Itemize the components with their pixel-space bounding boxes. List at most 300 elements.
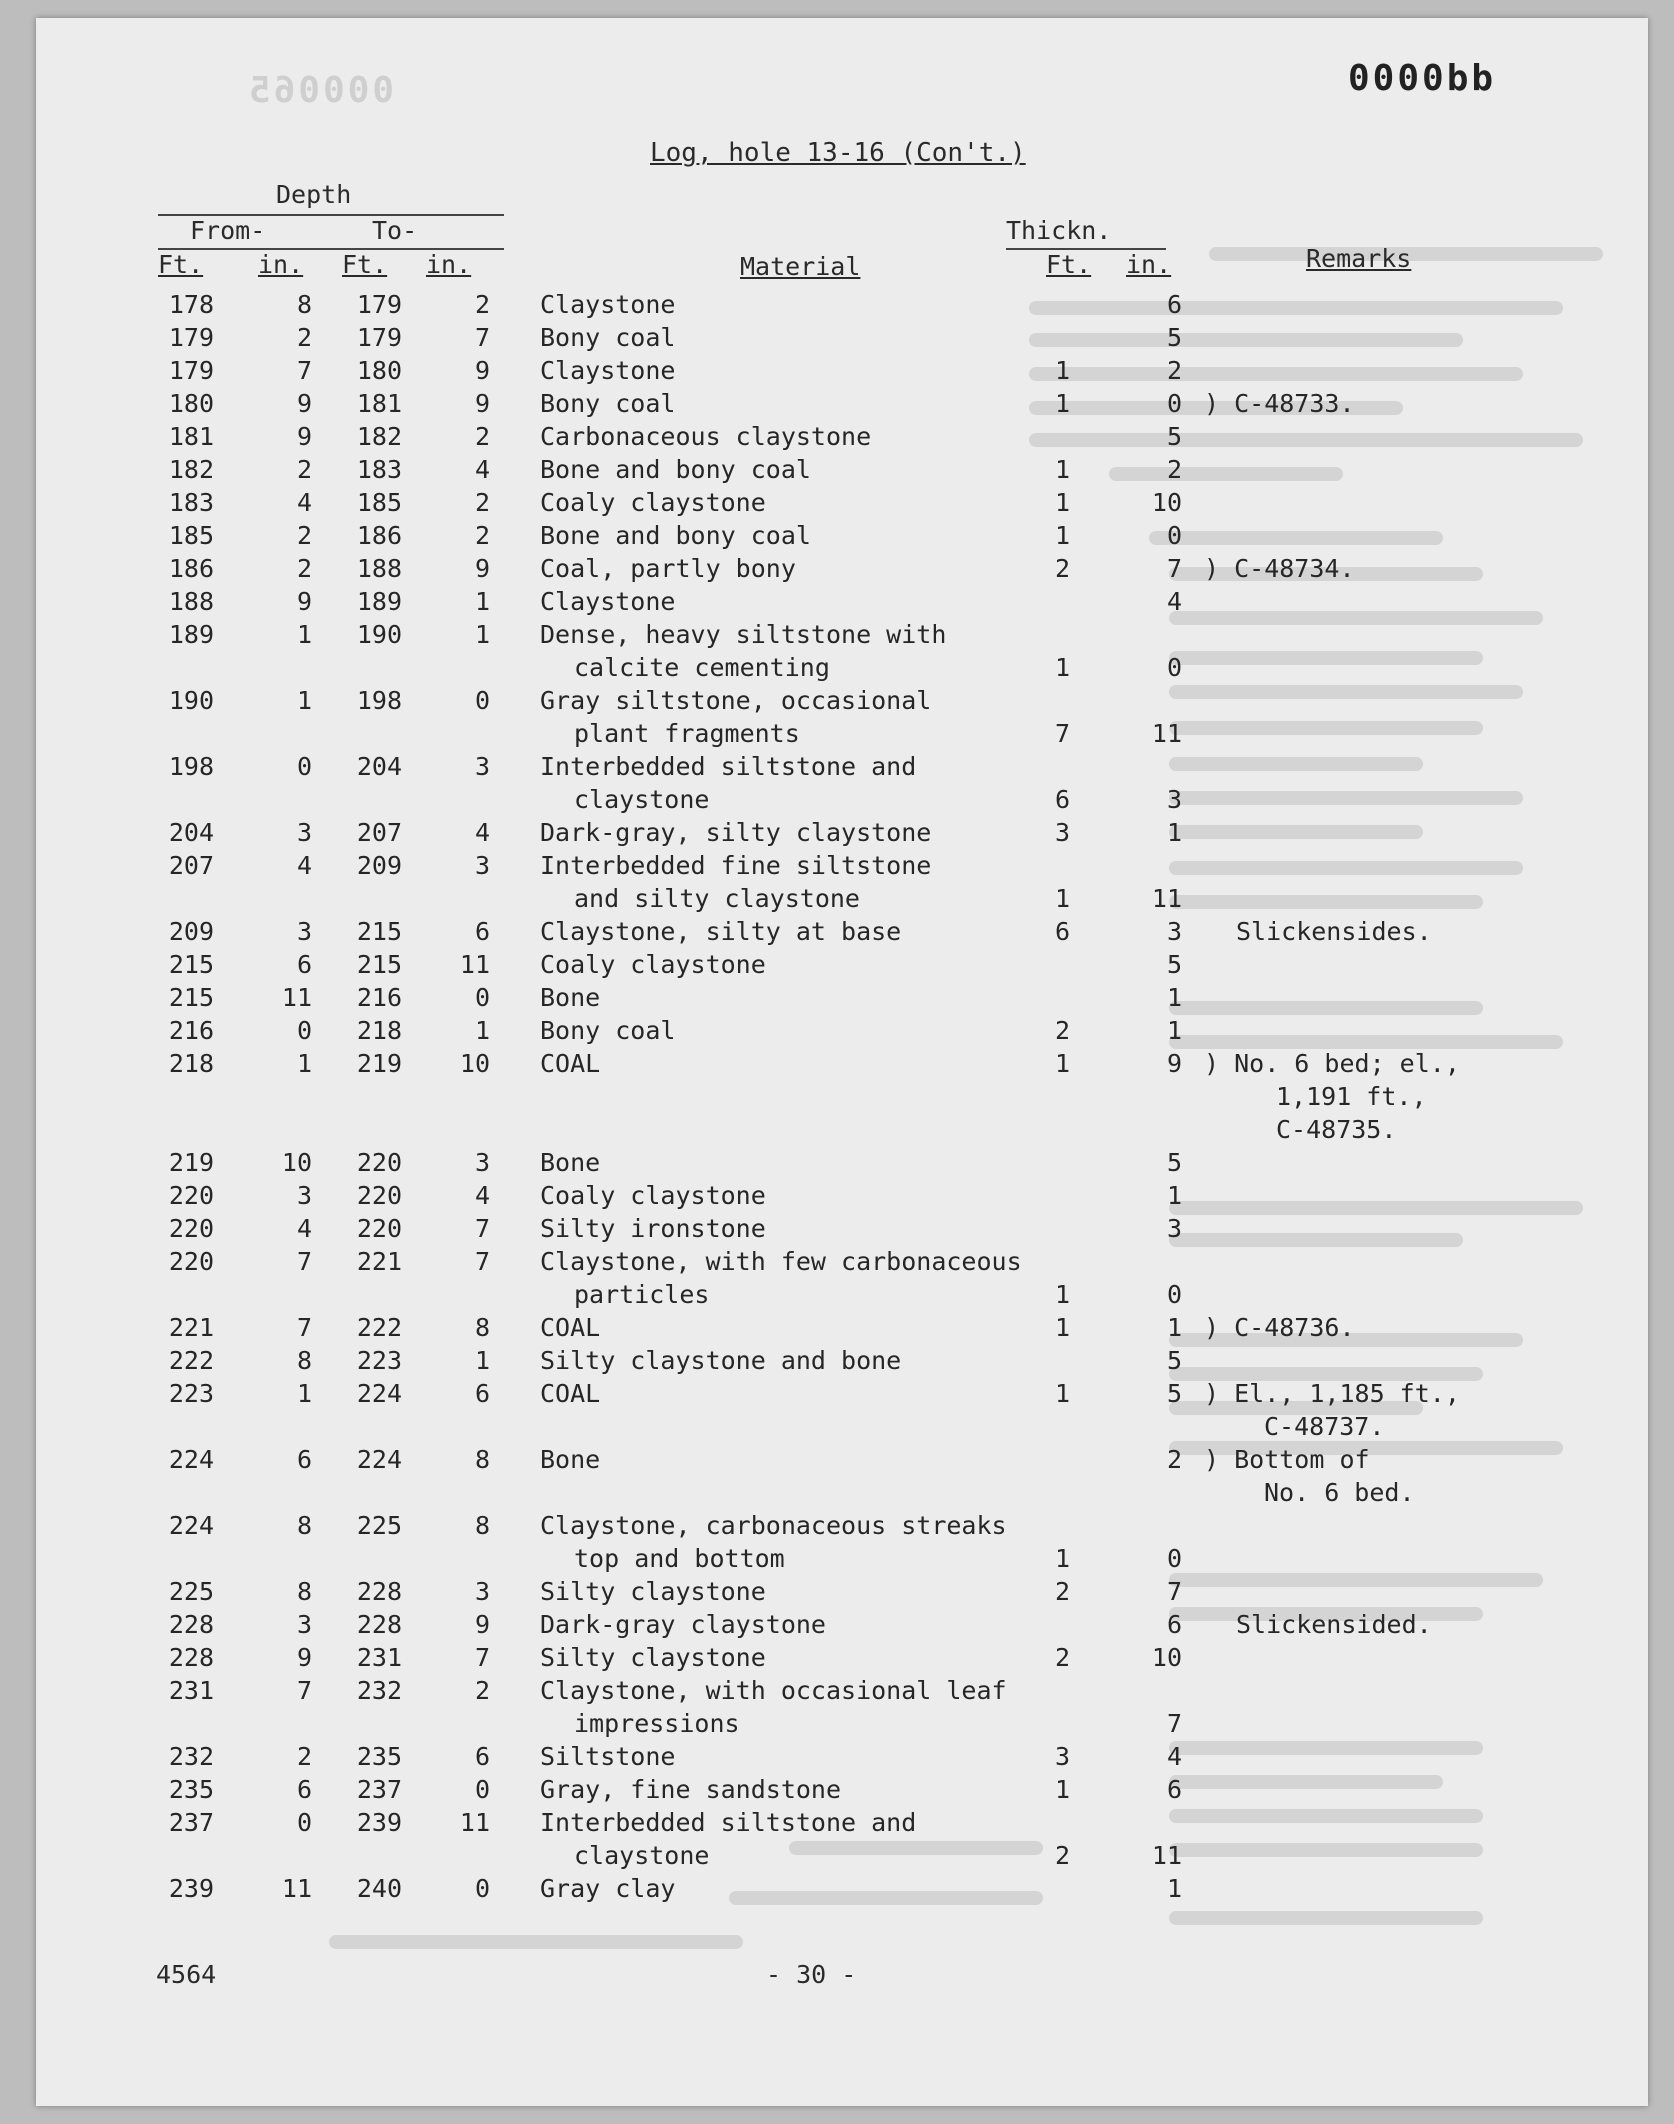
material-cell: Coaly claystone xyxy=(540,1181,766,1210)
thickness-in-cell: 10 xyxy=(1151,1643,1182,1672)
from-in-cell: 6 xyxy=(296,1775,312,1804)
table-row xyxy=(36,1608,1648,1641)
to-in-cell: 0 xyxy=(474,1874,490,1903)
material-cell: Interbedded siltstone and xyxy=(540,752,917,781)
from-in-cell: 1 xyxy=(296,620,312,649)
to-ft-cell: 221 xyxy=(356,1247,402,1276)
table-row xyxy=(36,453,1648,486)
from-in-cell: 9 xyxy=(296,422,312,451)
remarks-cell: ) Bottom of xyxy=(1204,1445,1370,1474)
from-in-cell: 7 xyxy=(296,356,312,385)
from-ft-cell: 178 xyxy=(168,290,214,319)
to-in-cell: 2 xyxy=(474,422,490,451)
thickness-in-cell: 3 xyxy=(1166,1214,1182,1243)
thickness-in-cell: 10 xyxy=(1151,488,1182,517)
thickness-ft-cell: 1 xyxy=(1054,521,1070,550)
thickness-in-cell: 5 xyxy=(1166,323,1182,352)
from-ft-cell: 186 xyxy=(168,554,214,583)
thickness-in-cell: 2 xyxy=(1166,455,1182,484)
table-row xyxy=(36,552,1648,585)
table-row xyxy=(36,750,1648,814)
material-cell: Bone xyxy=(540,983,601,1012)
to-in-cell: 4 xyxy=(474,455,490,484)
thickness-in-cell: 1 xyxy=(1166,1874,1182,1903)
to-in-cell: 1 xyxy=(474,1016,490,1045)
from-ft-cell: 225 xyxy=(168,1577,214,1606)
from-in-cell: 2 xyxy=(296,455,312,484)
table-row xyxy=(36,1377,1648,1441)
table-row xyxy=(36,585,1648,618)
to-ft-cell: 207 xyxy=(356,818,402,847)
thickness-in-cell: 1 xyxy=(1166,1313,1182,1342)
to-ft-cell: 220 xyxy=(356,1214,402,1243)
table-row xyxy=(36,1212,1648,1245)
to-in-cell: 9 xyxy=(474,389,490,418)
to-ft-cell: 220 xyxy=(356,1181,402,1210)
from-in-cell: 3 xyxy=(296,1610,312,1639)
table-row xyxy=(36,1245,1648,1309)
thickness-in-cell: 1 xyxy=(1166,983,1182,1012)
table-row xyxy=(36,387,1648,420)
material-cell: Claystone xyxy=(540,587,676,616)
thickness-in-cell: 2 xyxy=(1166,356,1182,385)
from-ft-cell: 198 xyxy=(168,752,214,781)
table-row xyxy=(36,288,1648,321)
from-ft-cell: 183 xyxy=(168,488,214,517)
from-in-cell: 8 xyxy=(296,1346,312,1375)
to-in-cell: 9 xyxy=(474,554,490,583)
ghost-document-number: 000065 xyxy=(246,70,395,111)
thickness-in-cell: 3 xyxy=(1166,917,1182,946)
material-cell: Silty claystone xyxy=(540,1643,766,1672)
from-ft-cell: 219 xyxy=(168,1148,214,1177)
thickness-ft-cell: 3 xyxy=(1054,1742,1070,1771)
material-cell: Siltstone xyxy=(540,1742,676,1771)
remarks-cell: No. 6 bed. xyxy=(1264,1478,1415,1507)
thickness-in-cell: 0 xyxy=(1166,1544,1182,1573)
table-row xyxy=(36,849,1648,913)
table-row xyxy=(36,1146,1648,1179)
thickness-in-cell: 4 xyxy=(1166,1742,1182,1771)
to-in-cell: 2 xyxy=(474,488,490,517)
header-remarks: Remarks xyxy=(1306,244,1412,273)
to-ft-cell: 237 xyxy=(356,1775,402,1804)
table-row xyxy=(36,1179,1648,1212)
material-cell: Claystone xyxy=(540,356,676,385)
to-in-cell: 9 xyxy=(474,356,490,385)
thickness-ft-cell: 1 xyxy=(1054,1280,1070,1309)
thickness-in-cell: 0 xyxy=(1166,389,1182,418)
to-ft-cell: 232 xyxy=(356,1676,402,1705)
table-row xyxy=(36,948,1648,981)
to-in-cell: 7 xyxy=(474,1247,490,1276)
to-ft-cell: 181 xyxy=(356,389,402,418)
material-cell: claystone xyxy=(574,1841,710,1870)
to-ft-cell: 209 xyxy=(356,851,402,880)
material-cell: plant fragments xyxy=(574,719,800,748)
to-ft-cell: 235 xyxy=(356,1742,402,1771)
remarks-cell: ) C-48734. xyxy=(1204,554,1355,583)
material-cell: Silty claystone and bone xyxy=(540,1346,902,1375)
from-ft-cell: 207 xyxy=(168,851,214,880)
from-in-cell: 7 xyxy=(296,1247,312,1276)
from-ft-cell: 220 xyxy=(168,1181,214,1210)
material-cell: particles xyxy=(574,1280,710,1309)
thickness-in-cell: 5 xyxy=(1166,1346,1182,1375)
to-ft-cell: 240 xyxy=(356,1874,402,1903)
from-ft-cell: 231 xyxy=(168,1676,214,1705)
material-cell: calcite cementing xyxy=(574,653,830,682)
from-in-cell: 4 xyxy=(296,488,312,517)
thickness-in-cell: 5 xyxy=(1166,950,1182,979)
from-ft-cell: 228 xyxy=(168,1643,214,1672)
from-in-cell: 6 xyxy=(296,1445,312,1474)
table-row xyxy=(36,420,1648,453)
from-in-cell: 7 xyxy=(296,1676,312,1705)
to-ft-cell: 204 xyxy=(356,752,402,781)
table-row xyxy=(36,1806,1648,1870)
table-row xyxy=(36,915,1648,948)
header-to: To- xyxy=(372,216,418,245)
to-in-cell: 6 xyxy=(474,1742,490,1771)
thickness-in-cell: 6 xyxy=(1166,1610,1182,1639)
to-ft-cell: 186 xyxy=(356,521,402,550)
material-cell: Bone xyxy=(540,1148,601,1177)
from-in-cell: 11 xyxy=(281,983,312,1012)
from-in-cell: 9 xyxy=(296,389,312,418)
to-in-cell: 3 xyxy=(474,1148,490,1177)
thickness-in-cell: 7 xyxy=(1166,1577,1182,1606)
thickness-ft-cell: 1 xyxy=(1054,455,1070,484)
remarks-cell: Slickensided. xyxy=(1236,1610,1432,1639)
page-title: Log, hole 13-16 (Con't.) xyxy=(650,138,1026,168)
to-in-cell: 0 xyxy=(474,983,490,1012)
header-to-in: in. xyxy=(426,250,472,279)
table-row xyxy=(36,1872,1648,1905)
material-cell: Bony coal xyxy=(540,389,676,418)
material-cell: Gray, fine sandstone xyxy=(540,1775,842,1804)
material-cell: Dense, heavy siltstone with xyxy=(540,620,947,649)
from-in-cell: 4 xyxy=(296,1214,312,1243)
from-ft-cell: 237 xyxy=(168,1808,214,1837)
from-ft-cell: 182 xyxy=(168,455,214,484)
to-in-cell: 4 xyxy=(474,1181,490,1210)
from-ft-cell: 221 xyxy=(168,1313,214,1342)
to-in-cell: 8 xyxy=(474,1445,490,1474)
table-row xyxy=(36,1509,1648,1573)
to-ft-cell: 215 xyxy=(356,950,402,979)
to-in-cell: 8 xyxy=(474,1313,490,1342)
thickness-in-cell: 9 xyxy=(1166,1049,1182,1078)
material-cell: top and bottom xyxy=(574,1544,785,1573)
table-row xyxy=(36,1344,1648,1377)
thickness-ft-cell: 1 xyxy=(1054,1313,1070,1342)
from-in-cell: 0 xyxy=(296,1808,312,1837)
to-in-cell: 2 xyxy=(474,290,490,319)
to-ft-cell: 224 xyxy=(356,1445,402,1474)
thickness-in-cell: 0 xyxy=(1166,1280,1182,1309)
thickness-in-cell: 1 xyxy=(1166,1181,1182,1210)
thickness-in-cell: 7 xyxy=(1166,554,1182,583)
to-ft-cell: 223 xyxy=(356,1346,402,1375)
thickness-in-cell: 1 xyxy=(1166,1016,1182,1045)
material-cell: Claystone, with occasional leaf xyxy=(540,1676,1007,1705)
from-in-cell: 0 xyxy=(296,752,312,781)
remarks-cell: C-48735. xyxy=(1276,1115,1397,1144)
from-ft-cell: 179 xyxy=(168,356,214,385)
remarks-cell: ) C-48733. xyxy=(1204,389,1355,418)
to-ft-cell: 239 xyxy=(356,1808,402,1837)
thickness-in-cell: 4 xyxy=(1166,587,1182,616)
to-ft-cell: 225 xyxy=(356,1511,402,1540)
to-in-cell: 3 xyxy=(474,752,490,781)
table-row xyxy=(36,1740,1648,1773)
thickness-in-cell: 0 xyxy=(1166,521,1182,550)
from-ft-cell: 180 xyxy=(168,389,214,418)
from-ft-cell: 232 xyxy=(168,1742,214,1771)
to-in-cell: 4 xyxy=(474,818,490,847)
to-ft-cell: 198 xyxy=(356,686,402,715)
table-row xyxy=(36,519,1648,552)
from-in-cell: 1 xyxy=(296,1379,312,1408)
page-number: - 30 - xyxy=(766,1960,857,1989)
remarks-cell: 1,191 ft., xyxy=(1276,1082,1427,1111)
from-ft-cell: 188 xyxy=(168,587,214,616)
table-row xyxy=(36,816,1648,849)
from-ft-cell: 190 xyxy=(168,686,214,715)
remarks-cell: ) El., 1,185 ft., xyxy=(1204,1379,1460,1408)
to-in-cell: 0 xyxy=(474,1775,490,1804)
to-in-cell: 7 xyxy=(474,1214,490,1243)
from-in-cell: 1 xyxy=(296,686,312,715)
to-in-cell: 1 xyxy=(474,620,490,649)
from-in-cell: 2 xyxy=(296,554,312,583)
to-ft-cell: 218 xyxy=(356,1016,402,1045)
from-ft-cell: 239 xyxy=(168,1874,214,1903)
document-number: 0000bb xyxy=(1348,58,1497,99)
thickness-ft-cell: 2 xyxy=(1054,1841,1070,1870)
thickness-ft-cell: 3 xyxy=(1054,818,1070,847)
to-ft-cell: 216 xyxy=(356,983,402,1012)
thickness-ft-cell: 1 xyxy=(1054,356,1070,385)
thickness-in-cell: 6 xyxy=(1166,1775,1182,1804)
remarks-cell: ) No. 6 bed; el., xyxy=(1204,1049,1460,1078)
material-cell: Bony coal xyxy=(540,323,676,352)
from-ft-cell: 222 xyxy=(168,1346,214,1375)
material-cell: Dark-gray claystone xyxy=(540,1610,826,1639)
thickness-in-cell: 5 xyxy=(1166,422,1182,451)
table-row xyxy=(36,321,1648,354)
to-in-cell: 6 xyxy=(474,1379,490,1408)
header-depth: Depth xyxy=(276,180,352,209)
table-row xyxy=(36,486,1648,519)
from-ft-cell: 220 xyxy=(168,1247,214,1276)
material-cell: impressions xyxy=(574,1709,740,1738)
to-ft-cell: 231 xyxy=(356,1643,402,1672)
to-ft-cell: 183 xyxy=(356,455,402,484)
from-in-cell: 2 xyxy=(296,521,312,550)
to-ft-cell: 222 xyxy=(356,1313,402,1342)
to-in-cell: 10 xyxy=(459,1049,490,1078)
thickness-in-cell: 5 xyxy=(1166,1379,1182,1408)
material-cell: COAL xyxy=(540,1379,601,1408)
from-ft-cell: 235 xyxy=(168,1775,214,1804)
from-in-cell: 7 xyxy=(296,1313,312,1342)
table-row xyxy=(36,1014,1648,1047)
to-in-cell: 7 xyxy=(474,323,490,352)
to-ft-cell: 185 xyxy=(356,488,402,517)
from-in-cell: 6 xyxy=(296,950,312,979)
material-cell: COAL xyxy=(540,1313,601,1342)
table-row xyxy=(36,1773,1648,1806)
from-in-cell: 3 xyxy=(296,917,312,946)
thickness-ft-cell: 2 xyxy=(1054,1016,1070,1045)
from-ft-cell: 215 xyxy=(168,983,214,1012)
material-cell: Interbedded siltstone and xyxy=(540,1808,917,1837)
material-cell: Coaly claystone xyxy=(540,950,766,979)
remarks-cell: Slickensides. xyxy=(1236,917,1432,946)
to-ft-cell: 228 xyxy=(356,1610,402,1639)
table-row xyxy=(36,618,1648,682)
thickness-in-cell: 11 xyxy=(1151,719,1182,748)
material-cell: Dark-gray, silty claystone xyxy=(540,818,932,847)
material-cell: Claystone xyxy=(540,290,676,319)
thickness-in-cell: 1 xyxy=(1166,818,1182,847)
thickness-in-cell: 2 xyxy=(1166,1445,1182,1474)
table-row xyxy=(36,1674,1648,1738)
to-in-cell: 2 xyxy=(474,1676,490,1705)
from-ft-cell: 224 xyxy=(168,1445,214,1474)
from-in-cell: 3 xyxy=(296,1181,312,1210)
to-in-cell: 0 xyxy=(474,686,490,715)
thickness-in-cell: 7 xyxy=(1166,1709,1182,1738)
from-in-cell: 2 xyxy=(296,323,312,352)
material-cell: Coal, partly bony xyxy=(540,554,796,583)
thickness-ft-cell: 1 xyxy=(1054,1775,1070,1804)
table-row xyxy=(36,1575,1648,1608)
from-ft-cell: 215 xyxy=(168,950,214,979)
thickness-ft-cell: 1 xyxy=(1054,1379,1070,1408)
header-thickness: Thickn. xyxy=(1006,216,1112,245)
material-cell: Bone xyxy=(540,1445,601,1474)
header-thick-in: in. xyxy=(1126,250,1172,279)
from-ft-cell: 185 xyxy=(168,521,214,550)
footer-code: 4564 xyxy=(156,1960,217,1989)
from-in-cell: 9 xyxy=(296,587,312,616)
from-ft-cell: 179 xyxy=(168,323,214,352)
from-ft-cell: 223 xyxy=(168,1379,214,1408)
table-row xyxy=(36,354,1648,387)
material-cell: Gray clay xyxy=(540,1874,676,1903)
header-to-ft: Ft. xyxy=(342,250,388,279)
material-cell: Claystone, carbonaceous streaks xyxy=(540,1511,1007,1540)
material-cell: Bone and bony coal xyxy=(540,521,811,550)
material-cell: COAL xyxy=(540,1049,601,1078)
table-row xyxy=(36,1443,1648,1507)
header-thick-ft: Ft. xyxy=(1046,250,1092,279)
thickness-ft-cell: 1 xyxy=(1054,1544,1070,1573)
table-row xyxy=(36,684,1648,748)
from-ft-cell: 224 xyxy=(168,1511,214,1540)
thickness-ft-cell: 7 xyxy=(1054,719,1070,748)
to-ft-cell: 220 xyxy=(356,1148,402,1177)
to-ft-cell: 179 xyxy=(356,290,402,319)
header-from-in: in. xyxy=(258,250,304,279)
thickness-in-cell: 3 xyxy=(1166,785,1182,814)
from-in-cell: 2 xyxy=(296,1742,312,1771)
thickness-in-cell: 5 xyxy=(1166,1148,1182,1177)
thickness-ft-cell: 1 xyxy=(1054,884,1070,913)
to-ft-cell: 215 xyxy=(356,917,402,946)
from-in-cell: 10 xyxy=(281,1148,312,1177)
thickness-in-cell: 11 xyxy=(1151,884,1182,913)
from-ft-cell: 216 xyxy=(168,1016,214,1045)
material-cell: and silty claystone xyxy=(574,884,860,913)
material-cell: Silty ironstone xyxy=(540,1214,766,1243)
thickness-ft-cell: 1 xyxy=(1054,653,1070,682)
thickness-ft-cell: 2 xyxy=(1054,1577,1070,1606)
table-row xyxy=(36,1311,1648,1344)
to-ft-cell: 219 xyxy=(356,1049,402,1078)
to-in-cell: 11 xyxy=(459,1808,490,1837)
table-row xyxy=(36,981,1648,1014)
material-cell: claystone xyxy=(574,785,710,814)
header-material: Material xyxy=(740,252,861,281)
to-ft-cell: 180 xyxy=(356,356,402,385)
to-ft-cell: 190 xyxy=(356,620,402,649)
to-in-cell: 6 xyxy=(474,917,490,946)
to-in-cell: 3 xyxy=(474,851,490,880)
remarks-cell: C-48737. xyxy=(1264,1412,1385,1441)
material-cell: Carbonaceous claystone xyxy=(540,422,872,451)
to-ft-cell: 228 xyxy=(356,1577,402,1606)
to-ft-cell: 188 xyxy=(356,554,402,583)
thickness-ft-cell: 1 xyxy=(1054,389,1070,418)
document-page xyxy=(36,18,1648,2106)
header-from: From- xyxy=(190,216,266,245)
material-cell: Bony coal xyxy=(540,1016,676,1045)
material-cell: Silty claystone xyxy=(540,1577,766,1606)
material-cell: Gray siltstone, occasional xyxy=(540,686,932,715)
from-in-cell: 8 xyxy=(296,290,312,319)
thickness-ft-cell: 1 xyxy=(1054,1049,1070,1078)
thickness-in-cell: 0 xyxy=(1166,653,1182,682)
to-ft-cell: 182 xyxy=(356,422,402,451)
from-in-cell: 3 xyxy=(296,818,312,847)
thickness-ft-cell: 2 xyxy=(1054,554,1070,583)
table-row xyxy=(36,1641,1648,1674)
to-in-cell: 7 xyxy=(474,1643,490,1672)
thickness-ft-cell: 6 xyxy=(1054,917,1070,946)
to-in-cell: 9 xyxy=(474,1610,490,1639)
to-in-cell: 3 xyxy=(474,1577,490,1606)
thickness-ft-cell: 1 xyxy=(1054,488,1070,517)
to-ft-cell: 189 xyxy=(356,587,402,616)
from-ft-cell: 189 xyxy=(168,620,214,649)
table-row xyxy=(36,1047,1648,1144)
thickness-in-cell: 6 xyxy=(1166,290,1182,319)
header-from-ft: Ft. xyxy=(158,250,204,279)
to-in-cell: 1 xyxy=(474,587,490,616)
material-cell: Claystone, silty at base xyxy=(540,917,902,946)
from-in-cell: 8 xyxy=(296,1511,312,1540)
from-ft-cell: 209 xyxy=(168,917,214,946)
from-in-cell: 0 xyxy=(296,1016,312,1045)
to-in-cell: 8 xyxy=(474,1511,490,1540)
from-in-cell: 4 xyxy=(296,851,312,880)
thickness-ft-cell: 2 xyxy=(1054,1643,1070,1672)
thickness-in-cell: 11 xyxy=(1151,1841,1182,1870)
